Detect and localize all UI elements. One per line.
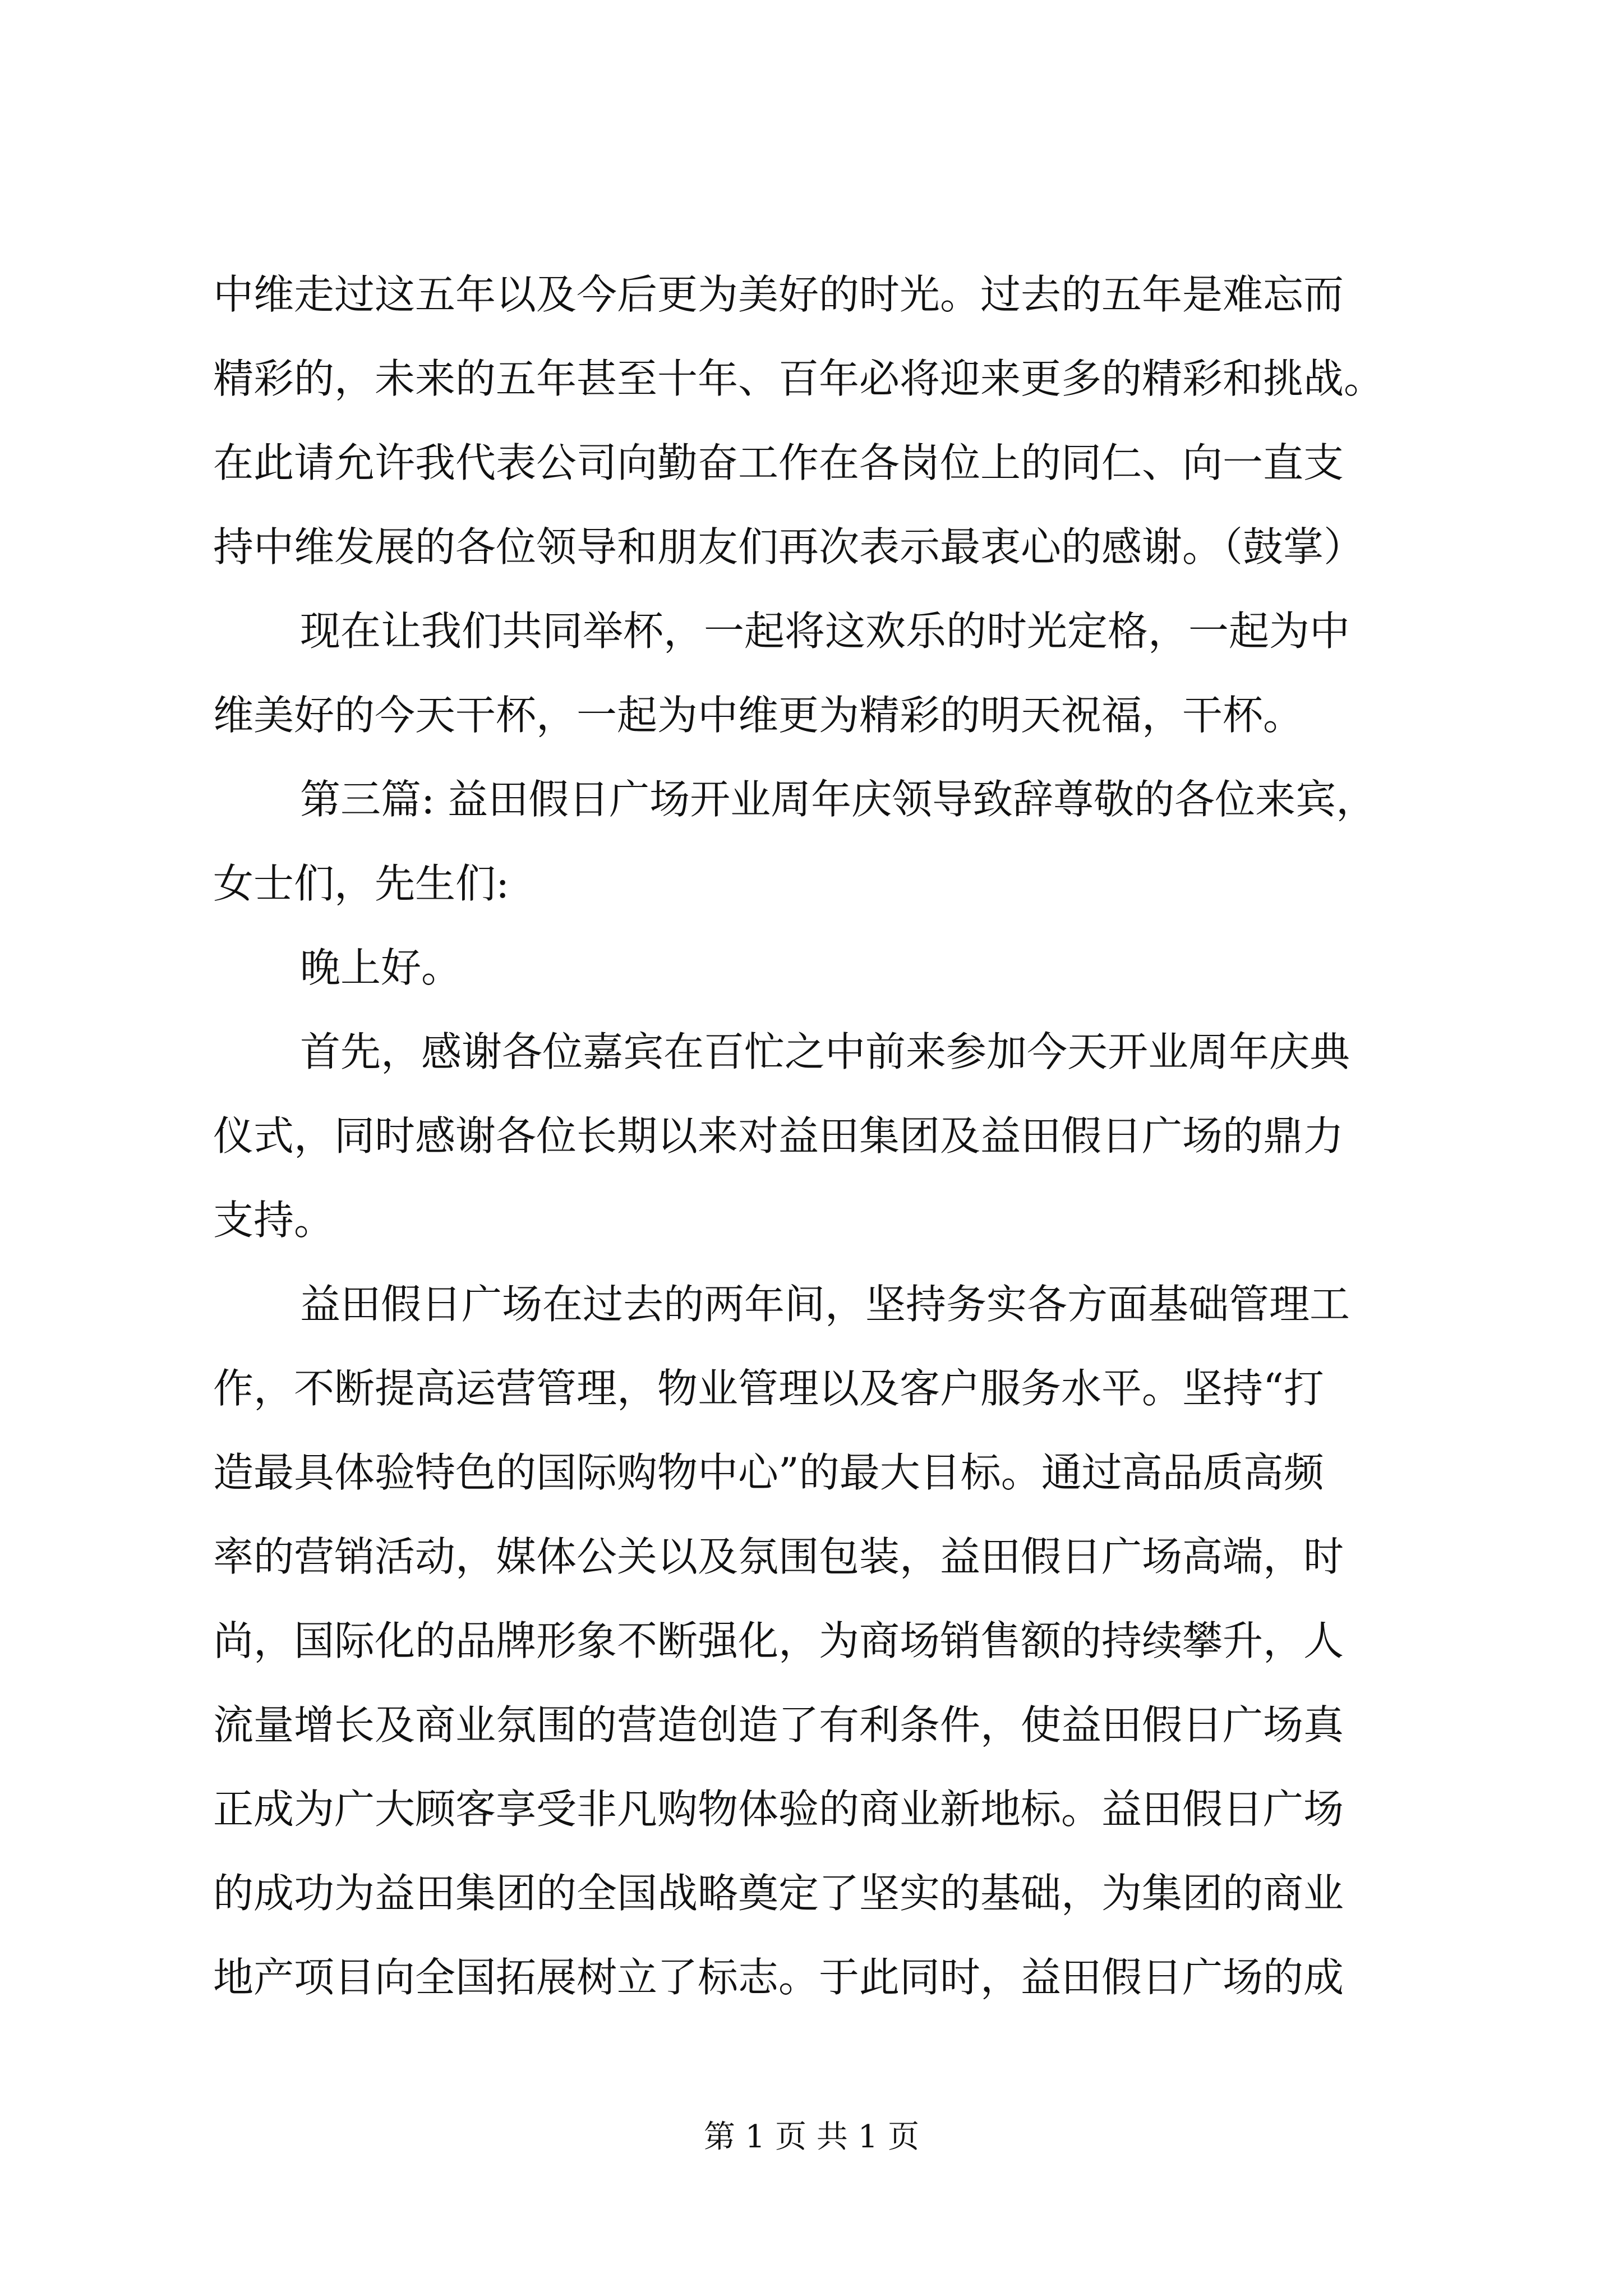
text-line: 率的营销活动，媒体公关以及氛围包装，益田假日广场高端，时 — [213, 1533, 1344, 1580]
text-line: 维美好的今天干杯，一起为中维更为精彩的明天祝福，干杯。 — [213, 692, 1304, 739]
text-line: 尚，国际化的品牌形象不断强化，为商场销售额的持续攀升，人 — [213, 1617, 1344, 1664]
text-line: 支持。 — [213, 1197, 335, 1244]
text-line: 益田假日广场在过去的两年间，坚持务实各方面基础管理工 — [300, 1281, 1350, 1328]
text-line: 正成为广大顾客享受非凡购物体验的商业新地标。益田假日广场 — [213, 1786, 1344, 1833]
text-line: 仪式，同时感谢各位长期以来对益田集团及益田假日广场的鼎力 — [213, 1112, 1344, 1159]
text-line: 持中维发展的各位领导和朋友们再次表示最衷心的感谢。（鼓掌） — [213, 523, 1364, 570]
text-line: 作，不断提高运营管理，物业管理以及客户服务水平。坚持“打 — [213, 1365, 1324, 1412]
text-line: 地产项目向全国拓展树立了标志。于此同时，益田假日广场的成 — [213, 1954, 1344, 2001]
text-line: 流量增长及商业氛围的营造创造了有利条件，使益田假日广场真 — [213, 1701, 1344, 1749]
text-line: 现在让我们共同举杯，一起将这欢乐的时光定格，一起为中 — [300, 608, 1350, 655]
page-number-footer: 第 1 页 共 1 页 — [703, 2119, 920, 2155]
section-heading-line: 第三篇: 益田假日广场开业周年庆领导致辞尊敬的各位来宾， — [300, 776, 1377, 823]
text-line: 首先，感谢各位嘉宾在百忙之中前来参加今天开业周年庆典 — [300, 1028, 1350, 1075]
text-line: 精彩的，未来的五年甚至十年、百年必将迎来更多的精彩和挑战。 — [213, 355, 1385, 402]
text-line: 的成功为益田集团的全国战略奠定了坚实的基础，为集团的商业 — [213, 1870, 1344, 1917]
text-line: 造最具体验特色的国际购物中心”的最大目标。通过高品质高频 — [213, 1449, 1324, 1496]
text-line: 女士们，先生们: — [213, 860, 510, 907]
text-line: 在此请允许我代表公司向勤奋工作在各岗位上的同仁、向一直支 — [213, 439, 1344, 486]
text-line: 中维走过这五年以及今后更为美好的时光。过去的五年是难忘而 — [213, 271, 1344, 318]
text-line: 晚上好。 — [300, 944, 462, 991]
